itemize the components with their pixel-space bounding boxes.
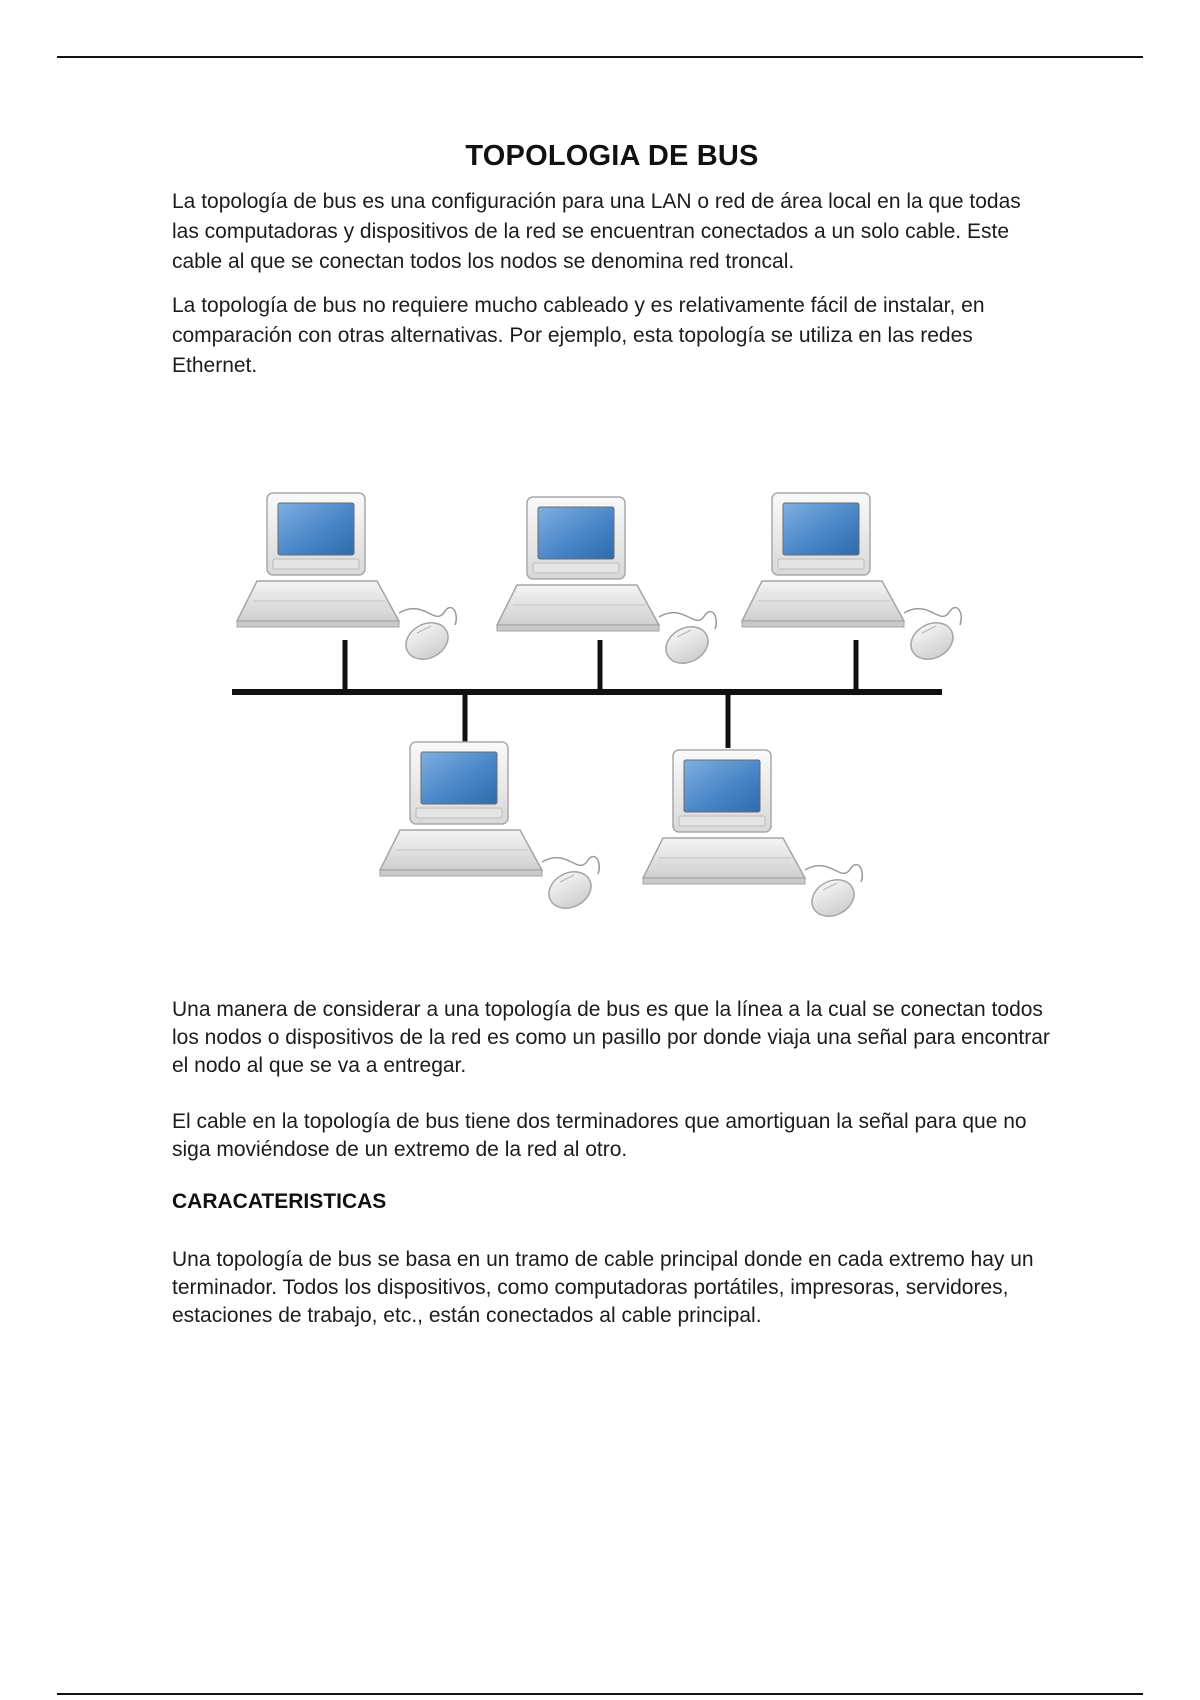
computer-icon	[237, 493, 456, 666]
footer-rule	[57, 1693, 1143, 1695]
intro-paragraph-2: La topología de bus no requiere mucho cableado y es relativamente fácil de instalar, en comparación con otras alternativas. Por ejemplo, esta topología se utiliza en las redes Ethernet.	[172, 294, 985, 377]
document-body	[172, 140, 1052, 381]
section-heading: CARACATERISTICAS	[172, 1190, 387, 1213]
body-paragraph-2: El cable en la topología de bus tiene dos terminadores que amortiguan la señal para que no siga moviéndose de un extremo de la red al otro.	[172, 1110, 1027, 1161]
document-body-continued	[172, 996, 1052, 1330]
header-rule	[57, 56, 1143, 58]
section-paragraph: Una topología de bus se basa en un tramo de cable principal donde en cada extremo hay un terminador. Todos los dispositivos, como computadoras portátiles, impresoras, servidores, estaciones de trabajo, etc., están conectados al cable principal.	[172, 1248, 1034, 1327]
computer-icon	[742, 493, 961, 666]
computer-icon	[380, 742, 599, 915]
intro-paragraph-1: La topología de bus es una configuración para una LAN o red de área local en la que todas las computadoras y dispositivos de la red se encuentran conectados a un solo cable. Este cable al que se conectan todos los nodos se denomina red troncal.	[172, 190, 1021, 273]
computer-icon	[643, 750, 862, 923]
computer-icon	[497, 497, 716, 670]
page-title: TOPOLOGIA DE BUS	[465, 140, 759, 172]
body-paragraph-1: Una manera de considerar a una topología de bus es que la línea a la cual se conectan todos los nodos o dispositivos de la red es como un pasillo por donde viaja una señal para encontrar el nodo al que se va a entregar.	[172, 998, 1050, 1077]
